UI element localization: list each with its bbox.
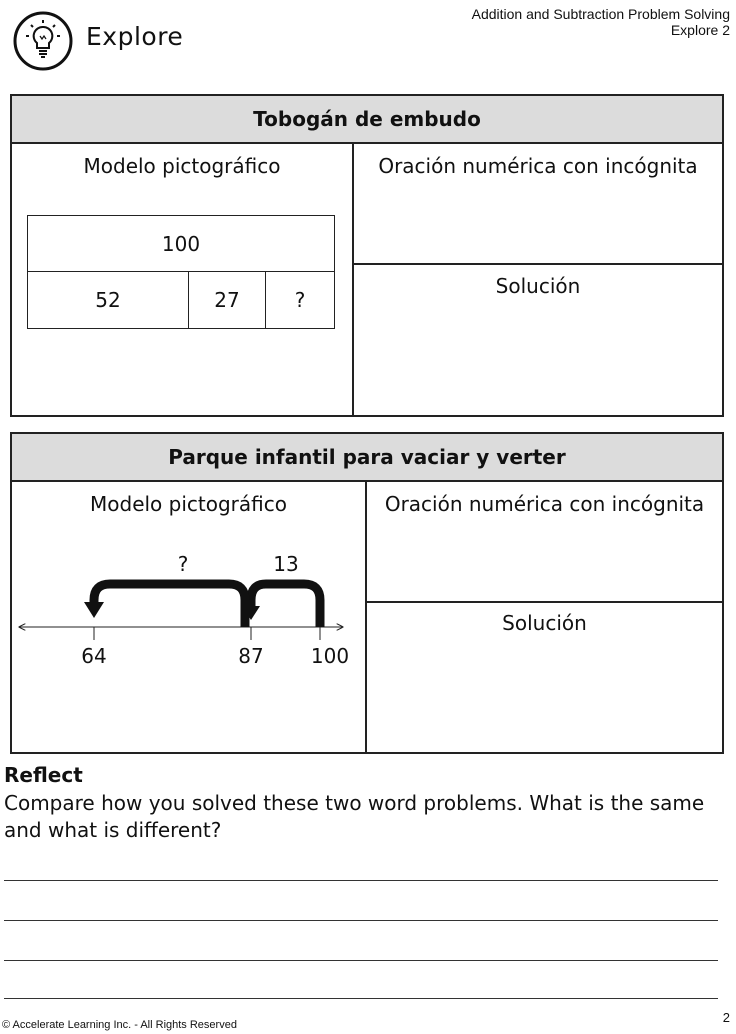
answer-line[interactable] [4,960,718,961]
lesson-label: Explore 2 [670,22,730,38]
answer-line[interactable] [4,880,718,881]
copyright: © Accelerate Learning Inc. - All Rights Reserved [2,1019,237,1031]
problem-1-title: Tobogán de embudo [12,96,722,144]
tape-part: 52 [27,271,189,329]
jump-arrow-unknown [94,584,245,627]
tape-part: ? [265,271,335,329]
problem-1-model-label: Modelo pictográfico [83,154,281,178]
tick-label: 64 [81,644,107,668]
problem-1-row-divider [352,263,722,265]
section-title: Explore [86,22,184,51]
problem-2-solution-label: Solución [502,611,587,635]
problem-2-box [10,432,724,754]
tick-label: 100 [310,644,350,668]
jump-label-unknown: ? [177,552,189,576]
problem-1-box [10,94,724,417]
answer-line[interactable] [4,920,718,921]
page-number: 2 [722,1010,730,1025]
problem-2-row-divider [365,601,722,603]
jump-label-13: 13 [273,552,299,576]
reflect-prompt: Compare how you solved these two word problems. What is the same and what is different? [4,791,705,842]
answer-line[interactable] [4,998,718,999]
problem-1-solution-label: Solución [495,274,581,298]
jump-arrow-13 [251,584,320,627]
problem-1-equation-label: Oración numérica con incógnita [378,154,698,178]
tick-label: 87 [238,644,264,668]
reflect-title: Reflect [4,763,83,787]
tape-diagram [27,215,335,329]
header-info [472,6,730,38]
unit-title: Addition and Subtraction Problem Solving [471,6,730,22]
problem-2-model-label: Modelo pictográfico [90,492,287,516]
lightbulb-icon [12,10,74,72]
tape-total: 100 [27,215,335,272]
problem-2-title: Parque infantil para vaciar y verter [12,434,722,482]
tape-part: 27 [188,271,266,329]
problem-2-equation-label: Oración numérica con incógnita [384,492,705,516]
